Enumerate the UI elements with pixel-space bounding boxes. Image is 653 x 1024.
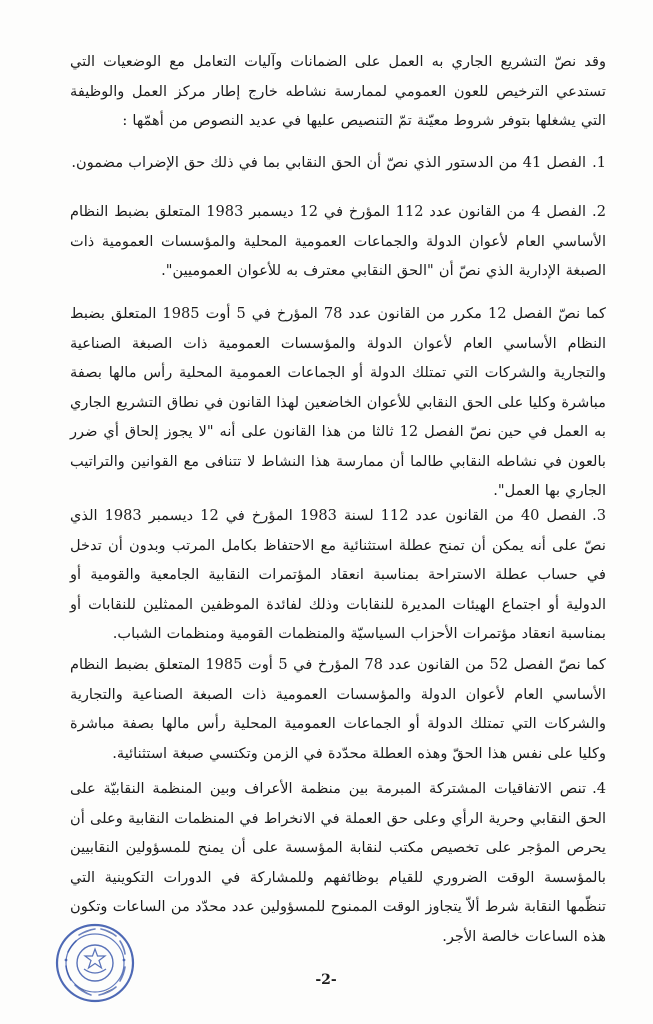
list-item-2 — [70, 197, 606, 286]
list-item-number: 3. — [592, 507, 606, 524]
list-item-number: 2. — [592, 203, 606, 220]
official-seal-icon — [54, 922, 136, 1004]
list-item-text: الفصل 40 من القانون عدد 112 لسنة 1983 المؤرخ في 12 ديسمبر 1983 الذي نصّ على أنه يمكن أن تمنح عطلة استثنائية مع الاحتفاظ بكامل المرتب وبدون أن تدخل في حساب عطلة الاستراحة بمناسبة انعقاد المؤتمرات النقابية الجامعية والقومية أو الدولية أو اجتماع الهيئات المديرة للنقابات وذلك لفائدة الموظفين الممثلين للنقابات أو بمناسبة انعقاد مؤتمرات الأحزاب السياسيّة والمنظمات القومية ومنظمات الشباب. — [70, 507, 606, 642]
list-item-number: 1. — [592, 154, 606, 171]
list-item-text: الفصل 4 من القانون عدد 112 المؤرخ في 12 ديسمبر 1983 المتعلق بضبط النظام الأساسي العام لأعوان الدولة والجماعات العمومية المحلية والمؤسسات العمومية ذات الصبغة الإدارية الذي نصّ أن "الحق النقابي معترف به للأعوان العموميين". — [70, 203, 606, 279]
list-item-4 — [70, 774, 606, 951]
list-item-number: 4. — [592, 780, 606, 797]
intro-paragraph: وقد نصّ التشريع الجاري به العمل على الضمانات وآليات التعامل مع الوضعيات التي تستدعي الترخيص للعون العمومي لممارسة نشاطه خارج إطار مركز العمل والوظيفة التي يشغلها بتوفر شروط معيّنة تمّ التنصيص عليها في عديد النصوص من أهمّها : — [70, 53, 606, 129]
list-item-text: الفصل 41 من الدستور الذي نصّ أن الحق النقابي بما في ذلك حق الإضراب مضمون. — [71, 154, 587, 171]
list-item-3 — [70, 501, 606, 649]
list-item-text: تنص الاتفاقيات المشتركة المبرمة بين منظمة الأعراف وبين المنظمة النقابيّة على الحق النقابي وحرية الرأي وعلى حق العملة في الانخراط في المنظمات النقابية وعلى أن يحرص المؤجر على تخصيص مكتب لنقابة المؤسسة على أن يمنح للمسؤولين النقابيين بالمؤسسة الوقت الضروري للقيام بوظائفهم وللمشاركة في الدورات التكوينية التي تنظّمها النقابة شرط ألاّ يتجاوز الوقت الممنوح للمسؤولين عدد محدّد من الساعات وتكون هذه الساعات خالصة الأجر. — [70, 780, 606, 945]
page-number: -2- — [315, 972, 337, 988]
list-item-1 — [70, 148, 606, 178]
list-item-3-paragraph: كما نصّ الفصل 52 من القانون عدد 78 المؤرخ في 5 أوت 1985 المتعلق بضبط النظام الأساسي العام لأعوان الدولة والمؤسسات العمومية ذات الصبغة الصناعية والتجارية والشركات التي تمتلك الدولة أو الجماعات العمومية المحلية رأس مالها بصفة مباشرة وكليا على نفس هذا الحقّ وهذه العطلة محدّدة في الزمن وتكتسي صبغة استثنائية. — [70, 656, 606, 762]
list-item-2-paragraph: كما نصّ الفصل 12 مكرر من القانون عدد 78 المؤرخ في 5 أوت 1985 المتعلق بضبط النظام الأساسي العام لأعوان الدولة والمؤسسات العمومية ذات الصبغة الصناعية والتجارية والشركات التي تمتلك الدولة أو الجماعات العمومية المحلية رأس مالها بصفة مباشرة وكليا على الحق النقابي للأعوان الخاضعين لهذا القانون في نطاق التشريع الجاري به العمل في حين نصّ الفصل 12 ثالثا من هذا القانون على أنه "لا يجوز إلحاق أي ضرر بالعون في نشاطه النقابي طالما أن ممارسة هذا النشاط لا تتنافى مع القوانين والتراتيب الجاري بها العمل". — [70, 305, 607, 499]
